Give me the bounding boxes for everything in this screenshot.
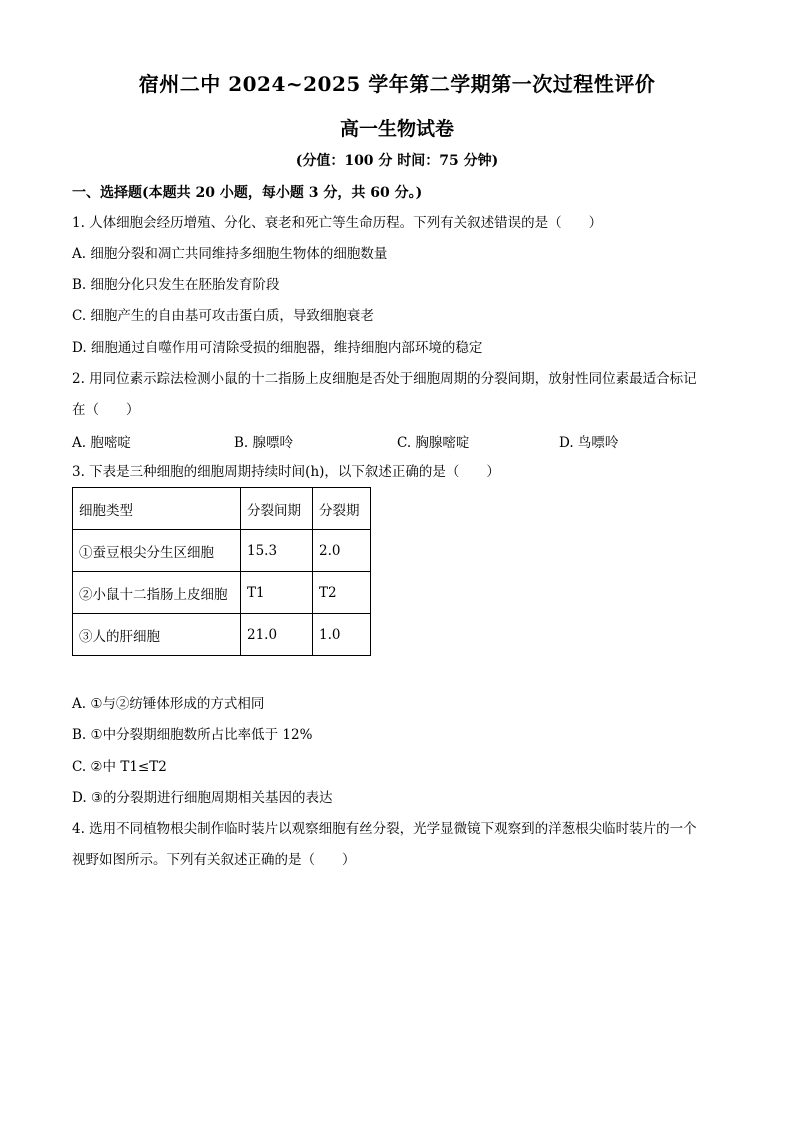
- table-header-cell: 分裂间期: [241, 488, 313, 530]
- q2-stem-line2: 在（ ）: [72, 402, 140, 418]
- q1-stem: 1. 人体细胞会经历增殖、分化、衰老和死亡等生命历程。下列有关叙述错误的是（ ）: [72, 215, 603, 231]
- q2-option-d: D. 鸟嘌呤: [559, 435, 619, 451]
- q2-option-a: A. 胞嘧啶: [72, 435, 131, 451]
- q3-option-c: C. ②中 T1≤T2: [72, 759, 167, 775]
- table-header-cell: 细胞类型: [73, 488, 241, 530]
- q2-option-c: C. 胸腺嘧啶: [397, 435, 470, 451]
- q1-option-b: B. 细胞分化只发生在胚胎发育阶段: [72, 277, 280, 293]
- q2-option-b: B. 腺嘌呤: [234, 435, 294, 451]
- table-row: [73, 530, 371, 572]
- q1-option-a: A. 细胞分裂和凋亡共同维持多细胞生物体的细胞数量: [72, 246, 388, 262]
- q3-option-d: D. ③的分裂期进行细胞周期相关基因的表达: [72, 790, 333, 806]
- table-cell: ②小鼠十二指肠上皮细胞: [73, 572, 241, 614]
- table-cell: 15.3: [241, 530, 313, 572]
- q4-stem-line1: 4. 选用不同植物根尖制作临时装片以观察细胞有丝分裂，光学显微镜下观察到的洋葱根尖临时装片的一个: [72, 821, 697, 837]
- q3-stem: 3. 下表是三种细胞的细胞周期持续时间(h)，以下叙述正确的是（ ）: [72, 464, 500, 480]
- q1-option-d: D. 细胞通过自噬作用可清除受损的细胞器，维持细胞内部环境的稳定: [72, 340, 483, 356]
- table-cell: ①蚕豆根尖分生区细胞: [73, 530, 241, 572]
- table-cell: 2.0: [313, 530, 371, 572]
- q2-stem-line1: 2. 用同位素示踪法检测小鼠的十二指肠上皮细胞是否处于细胞周期的分裂间期，放射性同位素最适合标记: [72, 371, 697, 387]
- table-cell: T2: [313, 572, 371, 614]
- table-cell: T1: [241, 572, 313, 614]
- table-row: [73, 614, 371, 656]
- table-cell: ③人的肝细胞: [73, 614, 241, 656]
- q1-option-c: C. 细胞产生的自由基可攻击蛋白质，导致细胞衰老: [72, 308, 374, 324]
- q3-option-a: A. ①与②纺锤体形成的方式相同: [72, 696, 265, 712]
- table-cell: 1.0: [313, 614, 371, 656]
- table-row: [73, 572, 371, 614]
- q4-stem-line2: 视野如图所示。下列有关叙述正确的是（ ）: [72, 852, 356, 868]
- table-cell: 21.0: [241, 614, 313, 656]
- table-header-cell: 分裂期: [313, 488, 371, 530]
- exam-title: 宿州二中 2024~2025 学年第二学期第一次过程性评价: [138, 72, 656, 96]
- exam-meta: (分值：100 分 时间：75 分钟): [295, 153, 499, 169]
- table-header-row: [73, 488, 371, 530]
- q3-option-b: B. ①中分裂期细胞数所占比率低于 12%: [72, 727, 313, 743]
- exam-subtitle: 高一生物试卷: [339, 118, 454, 140]
- section-heading: 一、选择题(本题共 20 小题，每小题 3 分，共 60 分。): [72, 185, 423, 201]
- cell-cycle-table: [72, 487, 371, 656]
- q2-options: [72, 431, 722, 449]
